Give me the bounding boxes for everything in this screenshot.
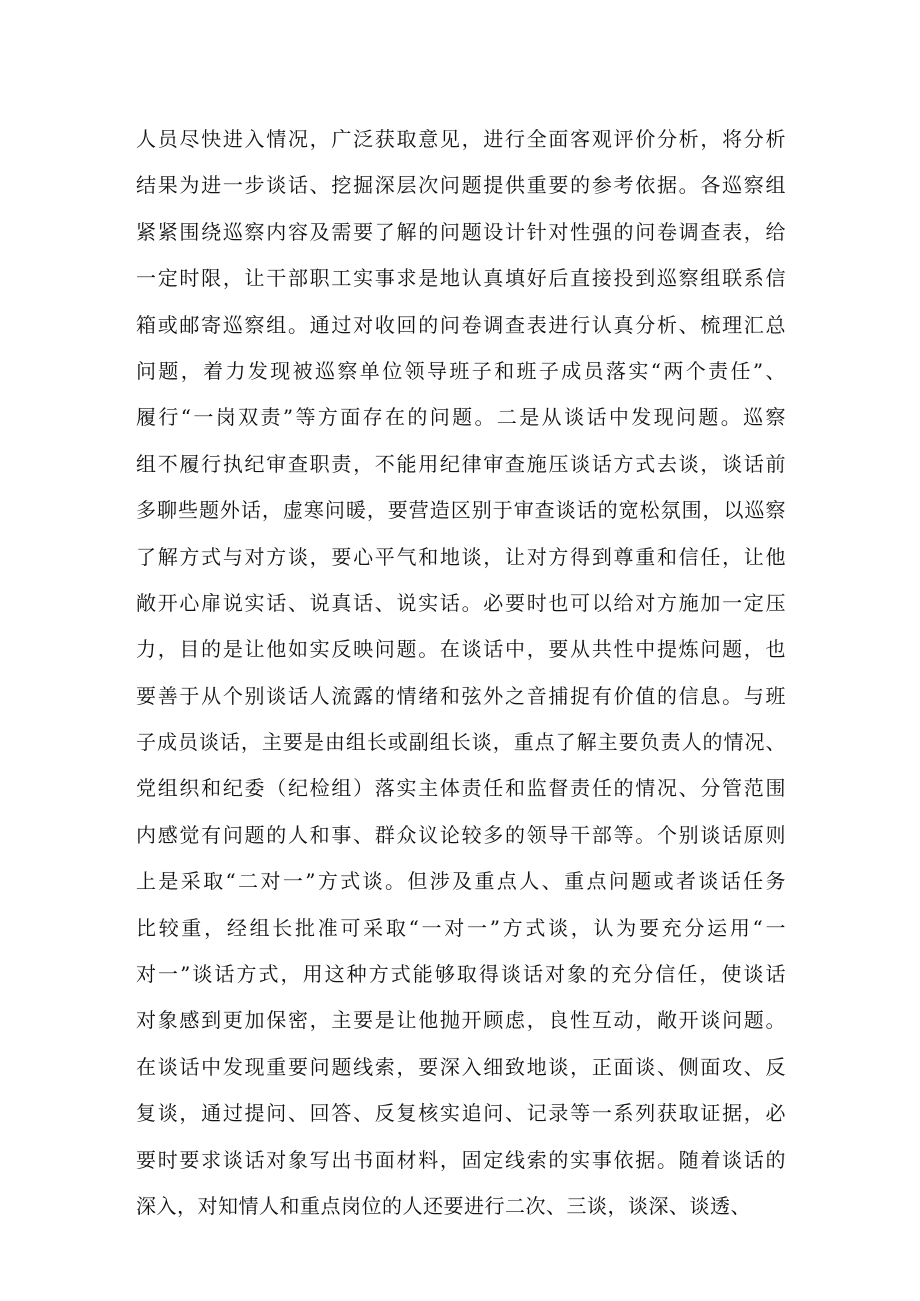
text-line-8: 组不履行执纪审查职责，不能用纪律审查施压谈话方式去谈，谈话前 — [136, 451, 786, 476]
text-line-15: 党组织和纪委（纪检组）落实主体责任和监督责任的情况、分管范围 — [136, 776, 786, 801]
text-line-7: 履行“一岗双责”等方面存在的问题。二是从谈话中发现问题。巡察 — [136, 405, 786, 430]
text-line-10: 了解方式与对方谈，要心平气和地谈，让对方得到尊重和信任，让他 — [136, 544, 786, 569]
text-line-16: 内感觉有问题的人和事、群众议论较多的领导干部等。个别谈话原则 — [136, 822, 786, 847]
text-line-24: 深入，对知情人和重点岗位的人还要进行二次、三谈，谈深、谈透、 — [136, 1193, 751, 1218]
body-text — [136, 121, 786, 1234]
text-line-23: 要时要求谈话对象写出书面材料，固定线索的实事依据。随着谈话的 — [136, 1147, 786, 1172]
text-line-18: 比较重，经组长批准可采取“一对一”方式谈，认为要充分运用“一 — [136, 915, 786, 940]
text-line-1: 人员尽快进入情况，广泛获取意见，进行全面客观评价分析，将分析 — [136, 127, 786, 151]
text-line-21: 在谈话中发现重要问题线索，要深入细致地谈，正面谈、侧面攻、反 — [136, 1054, 786, 1079]
text-line-2: 结果为进一步谈话、挖掘深层次问题提供重要的参考依据。各巡察组 — [136, 173, 786, 198]
text-line-9: 多聊些题外话，虚寒问暖，要营造区别于审查谈话的宽松氛围，以巡察 — [136, 498, 786, 523]
text-line-13: 要善于从个别谈话人流露的情绪和弦外之音捕捉有价值的信息。与班 — [136, 683, 786, 708]
text-line-17: 上是采取“二对一”方式谈。但涉及重点人、重点问题或者谈话任务 — [136, 869, 786, 894]
text-line-20: 对象感到更加保密，主要是让他抛开顾虑，良性互动，敞开谈问题。 — [136, 1008, 786, 1033]
text-line-4: 一定时限，让干部职工实事求是地认真填好后直接投到巡察组联系信 — [136, 266, 786, 291]
text-line-19: 对一”谈话方式，用这种方式能够取得谈话对象的充分信任，使谈话 — [136, 962, 786, 987]
text-line-11: 敞开心扉说实话、说真话、说实话。必要时也可以给对方施加一定压 — [136, 590, 786, 615]
text-line-12: 力，目的是让他如实反映问题。在谈话中，要从共性中提炼问题，也 — [136, 637, 786, 662]
text-line-22: 复谈，通过提问、回答、反复核实追问、记录等一系列获取证据，必 — [136, 1101, 786, 1126]
text-line-6: 问题，着力发现被巡察单位领导班子和班子成员落实“两个责任”、 — [136, 358, 786, 383]
text-line-3: 紧紧围绕巡察内容及需要了解的问题设计针对性强的问卷调查表，给 — [136, 219, 786, 244]
text-line-14: 子成员谈话，主要是由组长或副组长谈，重点了解主要负责人的情况、 — [136, 730, 786, 755]
text-line-5: 箱或邮寄巡察组。通过对收回的问卷调查表进行认真分析、梳理汇总 — [136, 312, 786, 337]
